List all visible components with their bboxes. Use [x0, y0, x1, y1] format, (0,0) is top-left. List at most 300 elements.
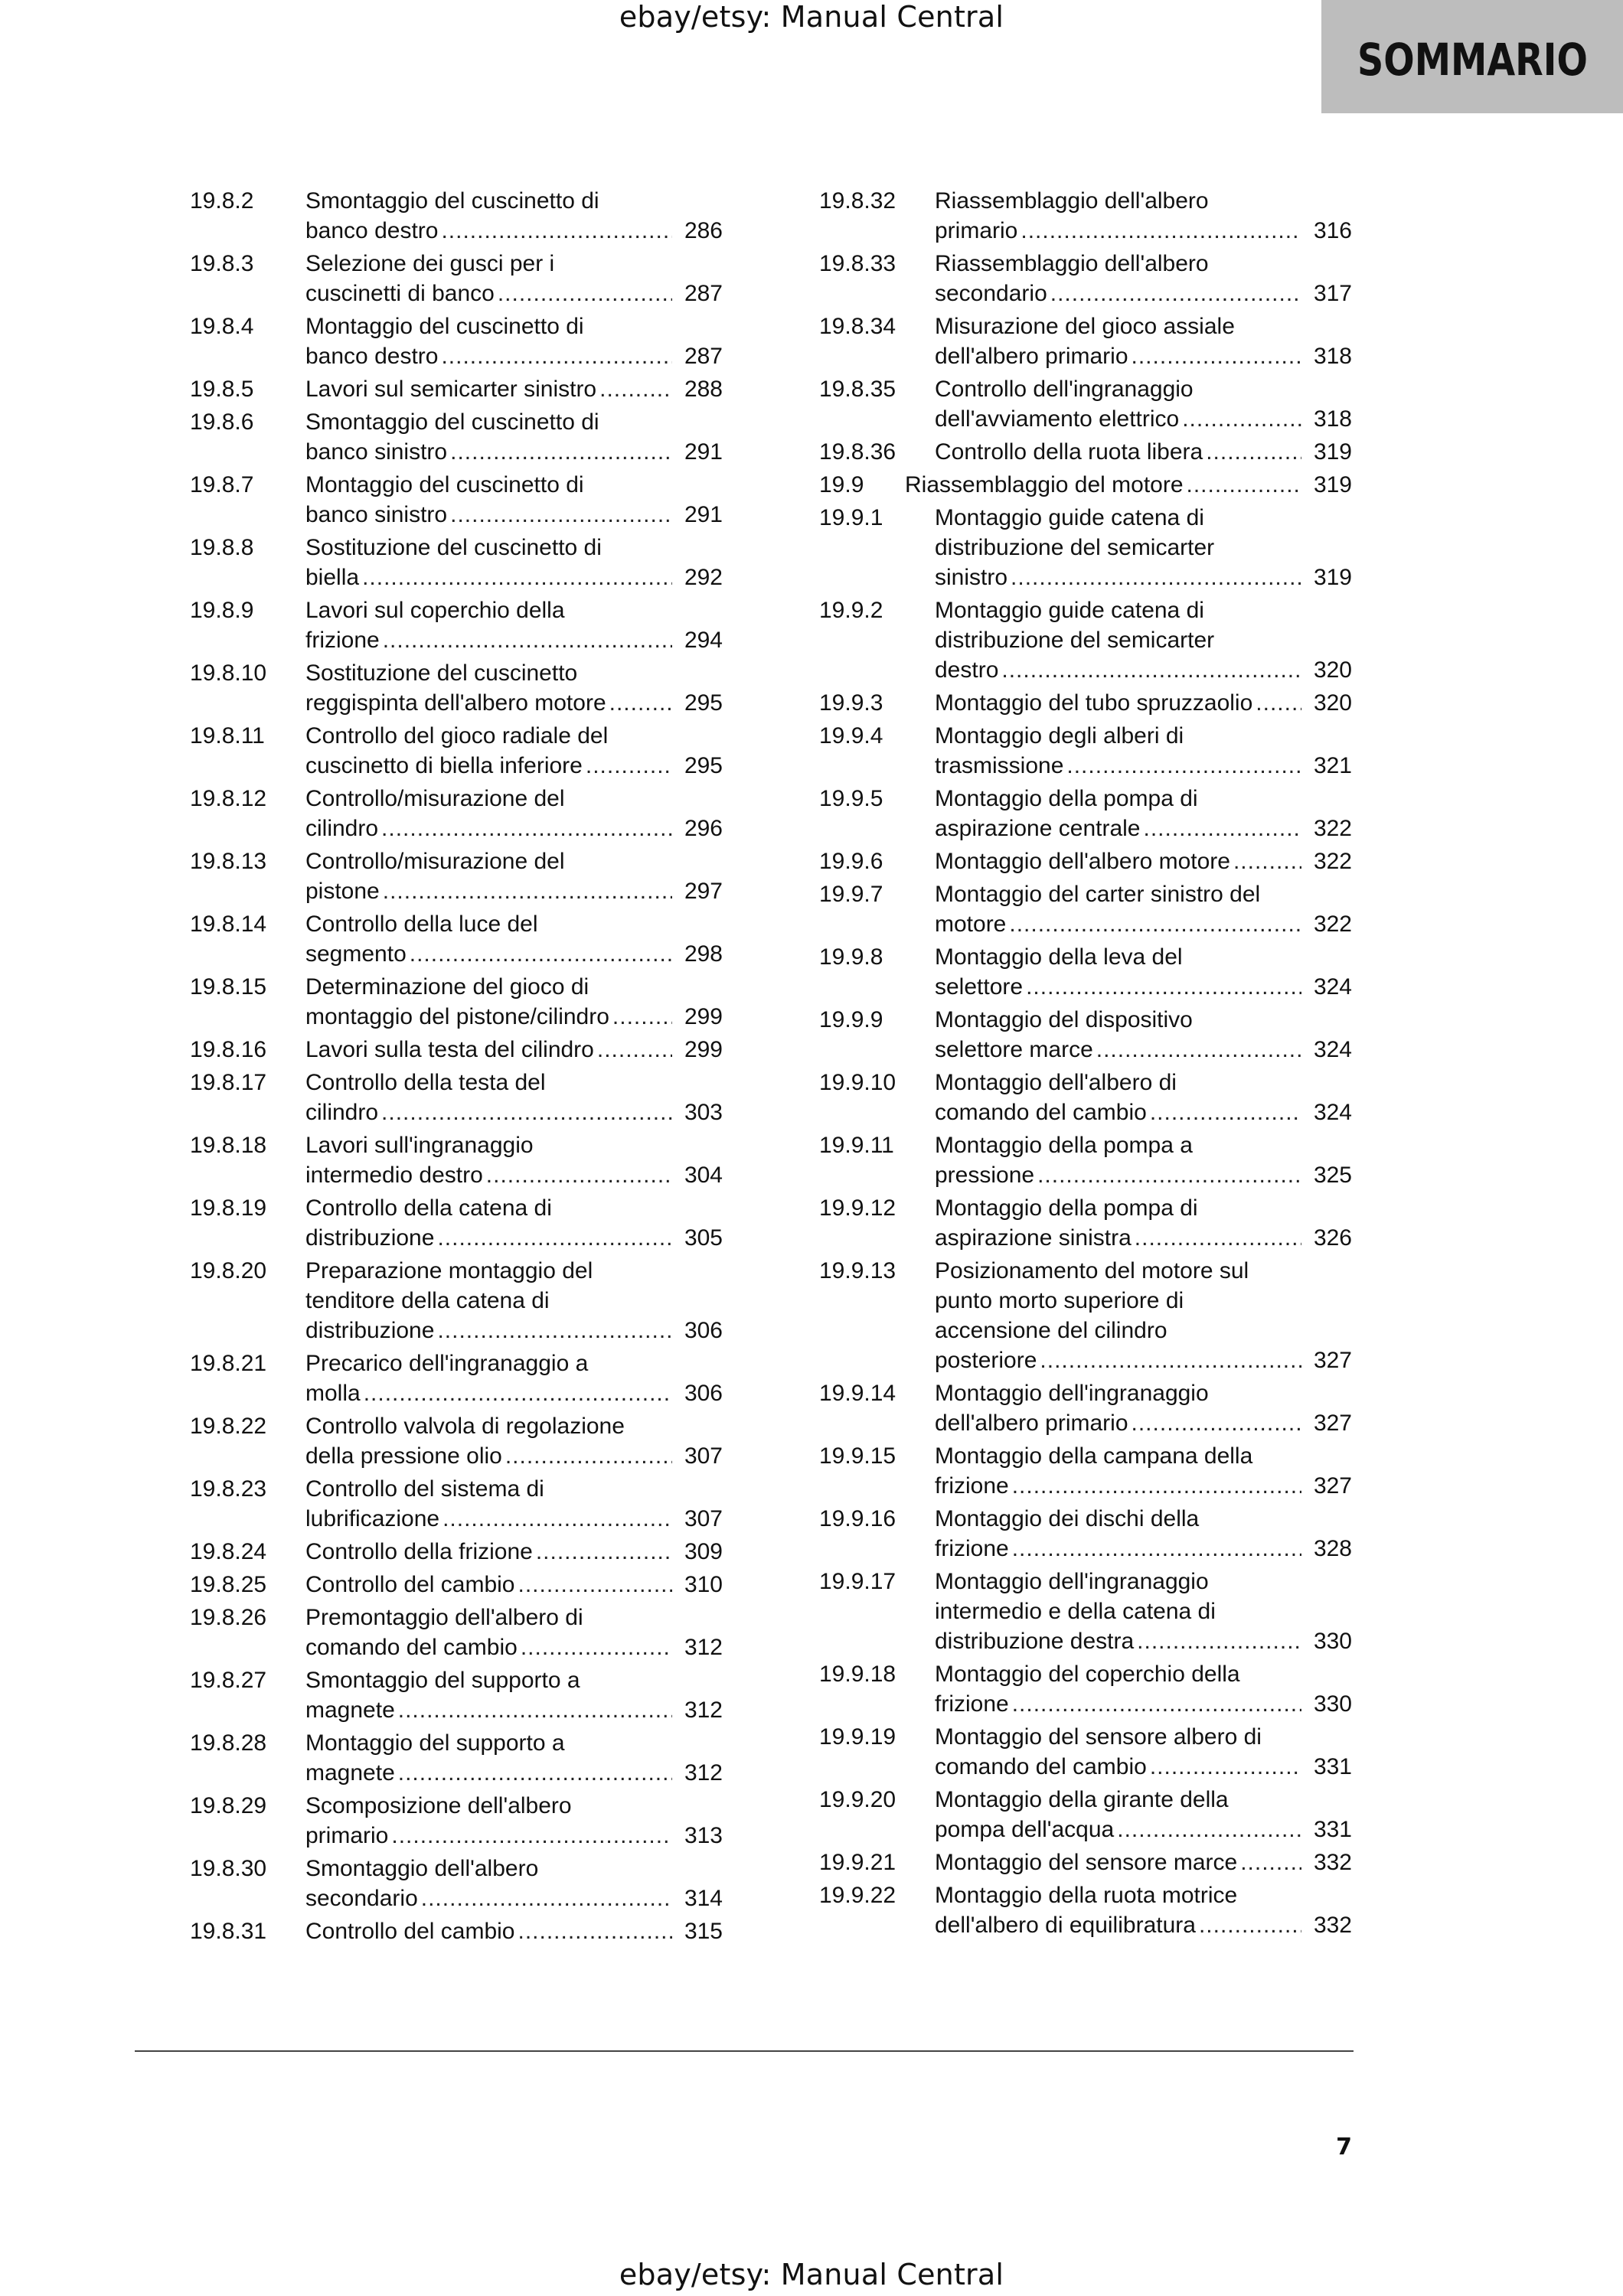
dot-leader	[518, 1570, 672, 1600]
toc-entry-number: 19.8.19	[190, 1195, 267, 1221]
dot-leader	[1011, 563, 1301, 592]
dot-leader	[599, 374, 672, 404]
toc-entry[interactable]	[190, 249, 723, 308]
toc-entry-title-line: Montaggio della pompa di	[935, 1195, 1198, 1221]
toc-entry-page: 299	[684, 1004, 723, 1029]
dot-leader	[437, 1316, 672, 1345]
dot-leader	[1050, 279, 1301, 308]
toc-entry[interactable]	[819, 1441, 1352, 1501]
dot-leader	[518, 1916, 672, 1946]
toc-entry-number: 19.9.7	[819, 882, 883, 907]
toc-entry-title-line: banco sinistro	[305, 502, 448, 527]
dot-leader	[1012, 1689, 1301, 1719]
toc-entry-title	[305, 1916, 723, 1946]
toc-column-left	[190, 186, 723, 1949]
dot-leader	[362, 563, 672, 592]
toc-entry-title-line: Misurazione del gioco assiale	[935, 314, 1235, 339]
toc-entry-number: 19.8.7	[190, 472, 254, 497]
toc-entry-title-line: Controllo/misurazione del	[305, 849, 565, 874]
toc-entry-title-line: Montaggio della leva del	[935, 944, 1183, 970]
dot-leader	[521, 1632, 672, 1662]
toc-entry-number: 19.8.8	[190, 535, 254, 560]
toc-entry-title-line: frizione	[935, 1536, 1009, 1561]
dot-leader	[1020, 216, 1301, 246]
toc-entry[interactable]	[190, 1193, 723, 1253]
toc-entry[interactable]	[190, 1728, 723, 1788]
toc-entry-title-line: destro	[935, 657, 999, 683]
toc-entry[interactable]	[190, 972, 723, 1032]
toc-entry-title-line: banco destro	[305, 344, 439, 369]
toc-entry[interactable]	[190, 1256, 723, 1345]
toc-entry-title-line: Precarico dell'ingranaggio a	[305, 1351, 589, 1376]
toc-entry-title-line: dell'albero primario	[935, 344, 1128, 369]
toc-entry-title	[305, 846, 723, 906]
toc-entry-page: 306	[684, 1381, 723, 1406]
toc-entry-title	[935, 879, 1352, 939]
toc-entry-page: 322	[1313, 912, 1352, 937]
toc-entry-number: 19.8.20	[190, 1258, 267, 1283]
toc-entry[interactable]	[190, 1854, 723, 1913]
dot-leader	[442, 1504, 672, 1534]
toc-entry[interactable]	[819, 1722, 1352, 1782]
toc-entry[interactable]	[819, 437, 1352, 467]
dot-leader	[1026, 972, 1301, 1002]
dot-leader	[364, 1378, 672, 1408]
page-number: 7	[1336, 2134, 1352, 2161]
toc-entry-title-line: dell'albero primario	[935, 1411, 1128, 1436]
toc-entry-title	[935, 1378, 1352, 1438]
toc-entry[interactable]	[819, 1659, 1352, 1719]
toc-entry-title-line: Smontaggio del supporto a	[305, 1668, 580, 1693]
toc-entry-title-line: dell'albero di equilibratura	[935, 1913, 1196, 1938]
toc-entry[interactable]	[819, 1005, 1352, 1065]
toc-entry[interactable]	[190, 186, 723, 246]
toc-entry[interactable]	[190, 1349, 723, 1408]
toc-entry-number: 19.8.14	[190, 912, 267, 937]
dot-leader	[398, 1695, 672, 1725]
toc-entry[interactable]	[819, 1130, 1352, 1190]
dot-leader	[391, 1821, 672, 1851]
toc-entry-title-line: Montaggio dell'ingranaggio	[935, 1569, 1209, 1594]
toc-entry-title	[935, 503, 1352, 592]
toc-entry-title	[305, 909, 723, 969]
dot-leader	[421, 1883, 672, 1913]
toc-entry-number: 19.8.25	[190, 1572, 267, 1597]
toc-entry-page: 286	[684, 218, 723, 243]
toc-entry-title-line: comando del cambio	[935, 1754, 1147, 1779]
toc-column-right	[819, 186, 1352, 1943]
toc-entry-page: 320	[1313, 690, 1352, 716]
toc-entry[interactable]	[819, 721, 1352, 781]
toc-entry-number: 19.8.15	[190, 974, 267, 1000]
toc-entry-title	[305, 1068, 723, 1127]
dot-leader	[1240, 1848, 1301, 1877]
toc-entry-title-line: Lavori sul coperchio della	[305, 598, 565, 623]
toc-entry[interactable]	[190, 1791, 723, 1851]
toc-entry-page: 322	[1313, 849, 1352, 874]
toc-entry-title-line: dell'avviamento elettrico	[935, 406, 1180, 432]
dot-leader	[437, 1223, 672, 1253]
dot-leader	[1012, 1534, 1301, 1564]
toc-entry-number: 19.9.3	[819, 690, 883, 716]
toc-entry-page: 324	[1313, 974, 1352, 1000]
toc-entry[interactable]	[819, 1256, 1352, 1375]
toc-entry-page: 318	[1313, 406, 1352, 432]
toc-entry-title	[935, 784, 1352, 843]
toc-entry[interactable]	[190, 1603, 723, 1662]
dot-leader	[383, 625, 672, 655]
toc-entry-page: 332	[1313, 1913, 1352, 1938]
toc-entry-number: 19.9.15	[819, 1443, 896, 1469]
dot-leader	[450, 437, 672, 467]
toc-entry-page: 317	[1313, 281, 1352, 306]
toc-entry[interactable]	[190, 784, 723, 843]
toc-entry-number: 19.8.12	[190, 786, 267, 811]
toc-entry-title	[935, 311, 1352, 371]
toc-entry-title	[305, 658, 723, 718]
dot-leader	[586, 751, 672, 781]
toc-entry-number: 19.8.26	[190, 1605, 267, 1630]
toc-entry-number: 19.8.22	[190, 1414, 267, 1439]
toc-entry[interactable]	[819, 784, 1352, 843]
toc-entry-page: 288	[684, 377, 723, 402]
toc-entry-number: 19.9	[819, 472, 864, 497]
toc-entry-title	[305, 595, 723, 655]
toc-entry-page: 312	[684, 1635, 723, 1660]
toc-entry-title-line: distribuzione destra	[935, 1629, 1135, 1654]
toc-entry-number: 19.9.13	[819, 1258, 896, 1283]
toc-entry-page: 309	[684, 1539, 723, 1564]
toc-entry-title-line: distribuzione	[305, 1225, 435, 1251]
toc-entry-title-line: Riassemblaggio dell'albero	[935, 251, 1209, 276]
toc-entry-title-line: pressione	[935, 1163, 1035, 1188]
toc-entry-title-line: secondario	[935, 281, 1047, 306]
toc-entry-title-line: frizione	[935, 1473, 1009, 1499]
toc-entry-title-line: primario	[935, 218, 1018, 243]
toc-entry-title	[935, 249, 1352, 308]
toc-entry-page: 295	[684, 753, 723, 778]
toc-entry[interactable]	[190, 311, 723, 371]
toc-entry-number: 19.8.32	[819, 188, 896, 214]
toc-entry-page: 326	[1313, 1225, 1352, 1251]
toc-entry[interactable]	[190, 846, 723, 906]
toc-entry-number: 19.9.20	[819, 1787, 896, 1812]
toc-entry-number: 19.8.6	[190, 409, 254, 435]
toc-entry-title-line: Montaggio degli alberi di	[935, 723, 1184, 748]
toc-entry-title-line: aspirazione centrale	[935, 816, 1141, 841]
toc-entry-title-line: molla	[305, 1381, 361, 1406]
toc-entry-title-line: punto morto superiore di	[935, 1288, 1184, 1313]
toc-entry-title-line: Montaggio della ruota motrice	[935, 1883, 1238, 1908]
toc-entry[interactable]	[190, 1068, 723, 1127]
toc-entry-number: 19.9.1	[819, 505, 883, 530]
toc-entry[interactable]	[190, 374, 723, 404]
toc-entry-title-line: Controllo del cambio	[305, 1572, 515, 1597]
toc-entry-page: 331	[1313, 1754, 1352, 1779]
toc-entry-page: 297	[684, 879, 723, 904]
toc-entry-title-line: Montaggio della girante della	[935, 1787, 1229, 1812]
toc-entry[interactable]	[819, 1504, 1352, 1564]
toc-entry-number: 19.9.12	[819, 1195, 896, 1221]
toc-entry-title-line: banco destro	[305, 218, 439, 243]
toc-entry-title	[305, 1256, 723, 1345]
dot-leader	[1206, 437, 1301, 467]
toc-entry-title	[935, 595, 1352, 685]
toc-entry-title	[305, 721, 723, 781]
toc-entry-title	[935, 1659, 1352, 1719]
dot-leader	[1117, 1815, 1301, 1844]
toc-entry[interactable]	[190, 470, 723, 530]
toc-entry-page: 296	[684, 816, 723, 841]
toc-entry-title-line: cilindro	[305, 816, 379, 841]
toc-entry-page: 312	[684, 1698, 723, 1723]
toc-entry[interactable]	[190, 533, 723, 592]
toc-entry-title	[935, 1504, 1352, 1564]
toc-entry-title	[305, 1603, 723, 1662]
toc-entry[interactable]	[819, 470, 1352, 500]
toc-entry-page: 287	[684, 344, 723, 369]
toc-entry-title-line: Smontaggio del cuscinetto di	[305, 409, 599, 435]
toc-entry-title	[305, 1728, 723, 1788]
dot-leader	[612, 1002, 672, 1032]
dot-leader	[1199, 1910, 1301, 1940]
toc-entry[interactable]	[190, 1570, 723, 1600]
toc-entry[interactable]	[819, 374, 1352, 434]
toc-entry-title	[935, 186, 1352, 246]
toc-entry-title-line: frizione	[305, 628, 380, 653]
toc-entry-page: 287	[684, 281, 723, 306]
toc-entry-page: 305	[684, 1225, 723, 1251]
toc-entry[interactable]	[819, 688, 1352, 718]
toc-entry-page: 322	[1313, 816, 1352, 841]
toc-entry-page: 324	[1313, 1037, 1352, 1062]
toc-entry-title-line: selettore	[935, 974, 1024, 1000]
toc-entry-title-line: Controllo dell'ingranaggio	[935, 377, 1194, 402]
toc-entry-title-line: Montaggio del supporto a	[305, 1730, 565, 1756]
toc-entry-title-line: Scomposizione dell'albero	[305, 1793, 572, 1818]
toc-entry-title-line: intermedio e della catena di	[935, 1599, 1216, 1624]
toc-entry[interactable]	[819, 503, 1352, 592]
toc-entry-title-line: magnete	[305, 1760, 395, 1786]
toc-entry-title-line: pompa dell'acqua	[935, 1817, 1115, 1842]
toc-entry-page: 327	[1313, 1473, 1352, 1499]
toc-entry-title	[305, 1035, 723, 1065]
toc-entry-title-line: secondario	[305, 1886, 418, 1911]
toc-entry[interactable]	[819, 1848, 1352, 1877]
dot-leader	[1137, 1626, 1301, 1656]
toc-entry-page: 327	[1313, 1348, 1352, 1373]
toc-entry[interactable]	[819, 1378, 1352, 1438]
toc-entry-page: 318	[1313, 344, 1352, 369]
toc-entry[interactable]	[819, 846, 1352, 876]
toc-entry-number: 19.9.10	[819, 1070, 896, 1095]
toc-entry[interactable]	[190, 595, 723, 655]
toc-entry-number: 19.8.27	[190, 1668, 267, 1693]
toc-entry-page: 291	[684, 502, 723, 527]
toc-entry-title-line: aspirazione sinistra	[935, 1225, 1132, 1251]
toc-entry[interactable]	[190, 1474, 723, 1534]
dot-leader	[609, 688, 672, 718]
toc-entry-title-line: Controllo del sistema di	[305, 1476, 544, 1502]
toc-entry-title-line: comando del cambio	[935, 1100, 1147, 1125]
toc-entry-title	[305, 1791, 723, 1851]
toc-entry[interactable]	[190, 658, 723, 718]
toc-entry-title	[305, 1130, 723, 1190]
toc-entry-title-line: Montaggio del cuscinetto di	[305, 314, 584, 339]
toc-entry-page: 330	[1313, 1691, 1352, 1717]
toc-entry[interactable]	[819, 1193, 1352, 1253]
toc-entry-page: 328	[1313, 1536, 1352, 1561]
dot-leader	[1132, 1408, 1301, 1438]
toc-entry[interactable]	[819, 186, 1352, 246]
toc-entry-number: 19.8.31	[190, 1919, 267, 1944]
toc-entry[interactable]	[819, 311, 1352, 371]
toc-entry-page: 312	[684, 1760, 723, 1786]
dot-leader	[410, 939, 672, 969]
dot-leader	[1037, 1160, 1301, 1190]
toc-entry[interactable]	[190, 1411, 723, 1471]
toc-entry-number: 19.9.2	[819, 598, 883, 623]
toc-entry-title-line: Montaggio del cuscinetto di	[305, 472, 584, 497]
toc-entry-page: 325	[1313, 1163, 1352, 1188]
dot-leader	[498, 279, 672, 308]
toc-entry-number: 19.9.11	[819, 1133, 894, 1158]
toc-entry-number: 19.8.30	[190, 1856, 267, 1881]
toc-entry-title	[935, 1785, 1352, 1844]
toc-entry[interactable]	[190, 1130, 723, 1190]
toc-entry-number: 19.9.21	[819, 1850, 896, 1875]
toc-entry[interactable]	[190, 1035, 723, 1065]
toc-entry[interactable]	[190, 909, 723, 969]
toc-entry[interactable]	[819, 942, 1352, 1002]
toc-entry-title	[935, 942, 1352, 1002]
toc-entry-title-line: Controllo della testa del	[305, 1070, 546, 1095]
dot-leader	[1001, 655, 1301, 685]
toc-entry-number: 19.9.14	[819, 1381, 896, 1406]
dot-leader	[441, 341, 672, 371]
toc-entry[interactable]	[819, 1068, 1352, 1127]
toc-entry-page: 320	[1313, 657, 1352, 683]
toc-entry-title	[305, 1193, 723, 1253]
dot-leader	[381, 814, 672, 843]
toc-entry[interactable]	[190, 407, 723, 467]
toc-entry-number: 19.9.6	[819, 849, 883, 874]
toc-entry-title-line: sinistro	[935, 565, 1008, 590]
toc-entry-number: 19.8.4	[190, 314, 254, 339]
watermark-bottom: ebay/etsy: Manual Central	[619, 2258, 1004, 2291]
toc-entry-number: 19.8.23	[190, 1476, 267, 1502]
dot-leader	[505, 1441, 672, 1471]
toc-entry-title-line: Montaggio dell'albero di	[935, 1070, 1177, 1095]
toc-entry-title-line: Smontaggio del cuscinetto di	[305, 188, 599, 214]
toc-entry-number: 19.8.10	[190, 660, 267, 686]
toc-entry-title-line: Sostituzione del cuscinetto di	[305, 535, 602, 560]
toc-entry-title-line: distribuzione	[305, 1318, 435, 1343]
toc-entry[interactable]	[819, 879, 1352, 939]
toc-entry-page: 306	[684, 1318, 723, 1343]
toc-entry-title-line: distribuzione del semicarter	[935, 535, 1215, 560]
toc-entry-title	[305, 311, 723, 371]
dot-leader	[1040, 1345, 1301, 1375]
toc-entry-title	[905, 470, 1352, 500]
toc-entry-title-line: cuscinetti di banco	[305, 281, 495, 306]
toc-entry-title-line: accensione del cilindro	[935, 1318, 1167, 1343]
toc-entry-number: 19.9.9	[819, 1007, 883, 1032]
dot-leader	[381, 1097, 672, 1127]
toc-entry-title-line: Montaggio dei dischi della	[935, 1506, 1200, 1531]
toc-entry-title	[935, 721, 1352, 781]
toc-entry[interactable]	[819, 1567, 1352, 1656]
toc-entry-number: 19.8.36	[819, 439, 896, 465]
toc-entry-page: 313	[684, 1823, 723, 1848]
toc-entry-title-line: distribuzione del semicarter	[935, 628, 1215, 653]
toc-entry[interactable]	[819, 1880, 1352, 1940]
toc-entry-title-line: Montaggio della pompa di	[935, 786, 1198, 811]
toc-entry-title	[935, 1068, 1352, 1127]
watermark-top: ebay/etsy: Manual Central	[619, 0, 1004, 34]
toc-entry-title-line: lubrificazione	[305, 1506, 440, 1531]
toc-entry[interactable]	[190, 1916, 723, 1946]
dot-leader	[1187, 470, 1301, 500]
toc-entry[interactable]	[190, 721, 723, 781]
toc-entry-title	[935, 1256, 1352, 1375]
toc-entry-title-line: Controllo della frizione	[305, 1539, 533, 1564]
toc-entry-page: 299	[684, 1037, 723, 1062]
toc-entry[interactable]	[190, 1537, 723, 1567]
toc-entry-page: 321	[1313, 753, 1352, 778]
toc-entry-number: 19.8.28	[190, 1730, 267, 1756]
toc-entry-number: 19.9.16	[819, 1506, 896, 1531]
toc-entry-title-line: frizione	[935, 1691, 1009, 1717]
toc-entry-title-line: Montaggio del dispositivo	[935, 1007, 1193, 1032]
toc-entry-page: 327	[1313, 1411, 1352, 1436]
dot-leader	[1150, 1097, 1301, 1127]
toc-entry-page: 324	[1313, 1100, 1352, 1125]
toc-entry-title-line: Montaggio del tubo spruzzaolio	[935, 690, 1253, 716]
toc-entry-title-line: Controllo della ruota libera	[935, 439, 1203, 465]
toc-entry[interactable]	[819, 595, 1352, 685]
toc-entry-number: 19.9.4	[819, 723, 883, 748]
toc-entry[interactable]	[190, 1665, 723, 1725]
toc-entry-title-line: posteriore	[935, 1348, 1037, 1373]
toc-entry-title-line: cuscinetto di biella inferiore	[305, 753, 583, 778]
dot-leader	[1150, 1752, 1301, 1782]
toc-entry-title-line: segmento	[305, 941, 407, 967]
toc-entry-title-line: Riassemblaggio del motore	[905, 472, 1184, 497]
toc-entry-page: 304	[684, 1163, 723, 1188]
toc-entry-title-line: montaggio del pistone/cilindro	[305, 1004, 609, 1029]
toc-entry-title-line: Montaggio del sensore marce	[935, 1850, 1238, 1875]
toc-entry-title	[305, 407, 723, 467]
toc-entry-title	[305, 533, 723, 592]
toc-entry-title-line: reggispinta dell'albero motore	[305, 690, 606, 716]
toc-entry-number: 19.8.11	[190, 723, 265, 748]
toc-entry-title	[305, 784, 723, 843]
toc-entry-page: 314	[684, 1886, 723, 1911]
toc-entry-title-line: Selezione dei gusci per i	[305, 251, 555, 276]
toc-entry-number: 19.9.19	[819, 1724, 896, 1750]
toc-entry-title	[935, 1567, 1352, 1656]
toc-entry-title-line: Montaggio dell'ingranaggio	[935, 1381, 1209, 1406]
toc-entry[interactable]	[819, 1785, 1352, 1844]
toc-entry[interactable]	[819, 249, 1352, 308]
dot-leader	[486, 1160, 672, 1190]
toc-entry-title-line: motore	[935, 912, 1007, 937]
toc-entry-title	[305, 1537, 723, 1567]
toc-entry-title	[305, 374, 723, 404]
toc-entry-title-line: pistone	[305, 879, 380, 904]
toc-entry-title-line: magnete	[305, 1698, 395, 1723]
